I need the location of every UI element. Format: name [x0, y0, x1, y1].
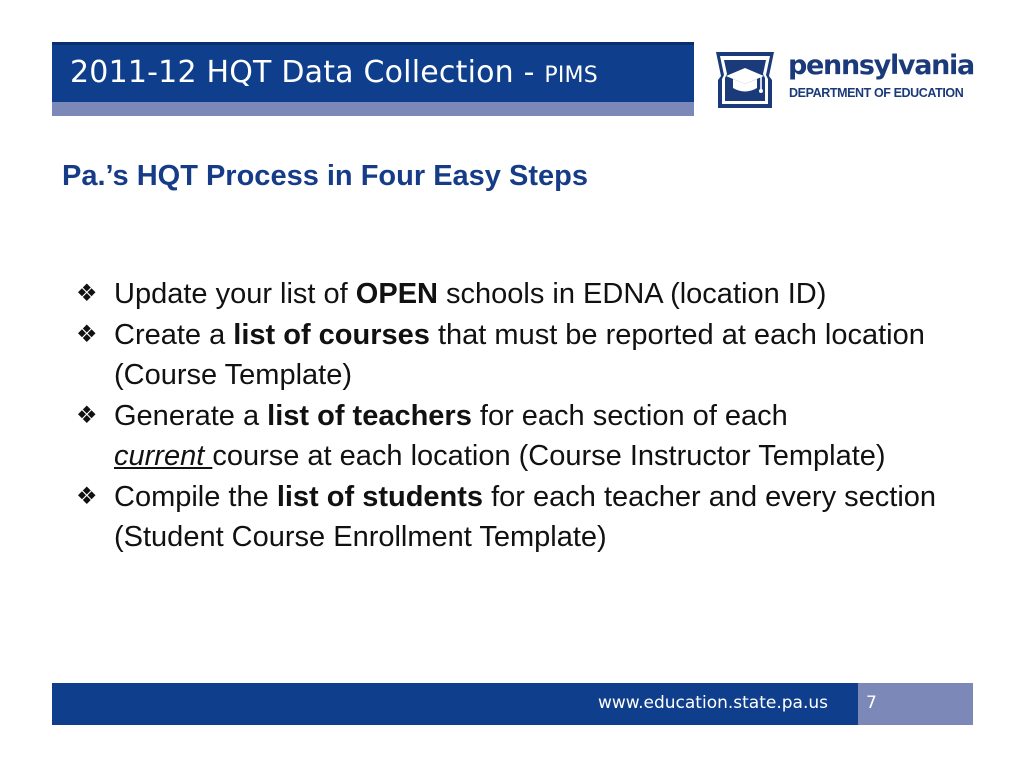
- step-1-text-post: schools in EDNA (location ID): [437, 278, 827, 310]
- step-3-text-emphasis: current: [114, 440, 213, 472]
- step-4-text-pre: Compile the: [114, 480, 277, 513]
- steps-list: [76, 274, 986, 558]
- four-petal-diamond-icon: ❖: [76, 280, 98, 307]
- four-petal-diamond-icon: ❖: [76, 320, 98, 348]
- step-4-text-post: for each teacher and every section (Student Course Enrollment Template): [114, 480, 937, 553]
- four-petal-diamond-icon: ❖: [76, 401, 98, 429]
- logo-wordmark: pennsylvania: [788, 50, 974, 81]
- header-title-text: 2011-12 HQT Data Collection -: [70, 55, 535, 90]
- step-item-4: [76, 477, 986, 558]
- step-item-3: [76, 396, 986, 477]
- step-3-text-bold: list of teachers: [267, 399, 472, 432]
- step-item-2: [76, 315, 986, 396]
- step-2-text-bold: list of courses: [233, 318, 430, 351]
- four-petal-diamond-icon: ❖: [76, 482, 98, 510]
- title-band: [52, 42, 694, 102]
- step-2-text-pre: Create a: [114, 318, 234, 351]
- slide-header-title: [70, 55, 598, 90]
- step-3-text-pre: Generate a: [114, 399, 268, 432]
- title-band-accent: [52, 102, 694, 116]
- header-title-suffix: PIMS: [544, 63, 598, 88]
- step-3-text-mid: for each section of each: [471, 399, 788, 432]
- step-3-text-post: course at each location (Course Instructor Template): [212, 440, 886, 472]
- step-1-text-bold: OPEN: [355, 278, 438, 310]
- page-number: 7: [866, 693, 877, 713]
- step-1-text-pre: Update your list of: [114, 278, 356, 310]
- pa-department-of-education-logo: [712, 44, 978, 116]
- footer-url: www.education.state.pa.us: [597, 693, 828, 713]
- step-4-text-bold: list of students: [276, 480, 484, 513]
- slide-heading: Pa.’s HQT Process in Four Easy Steps: [62, 160, 588, 192]
- step-2-text-post: that must be reported at each location (Course Template): [114, 318, 925, 391]
- keystone-graduation-cap-icon: [714, 50, 776, 110]
- logo-department: DEPARTMENT OF EDUCATION: [789, 86, 964, 100]
- footer-band: [52, 683, 858, 725]
- step-item-1: [76, 274, 986, 315]
- footer-page-box: [858, 683, 973, 725]
